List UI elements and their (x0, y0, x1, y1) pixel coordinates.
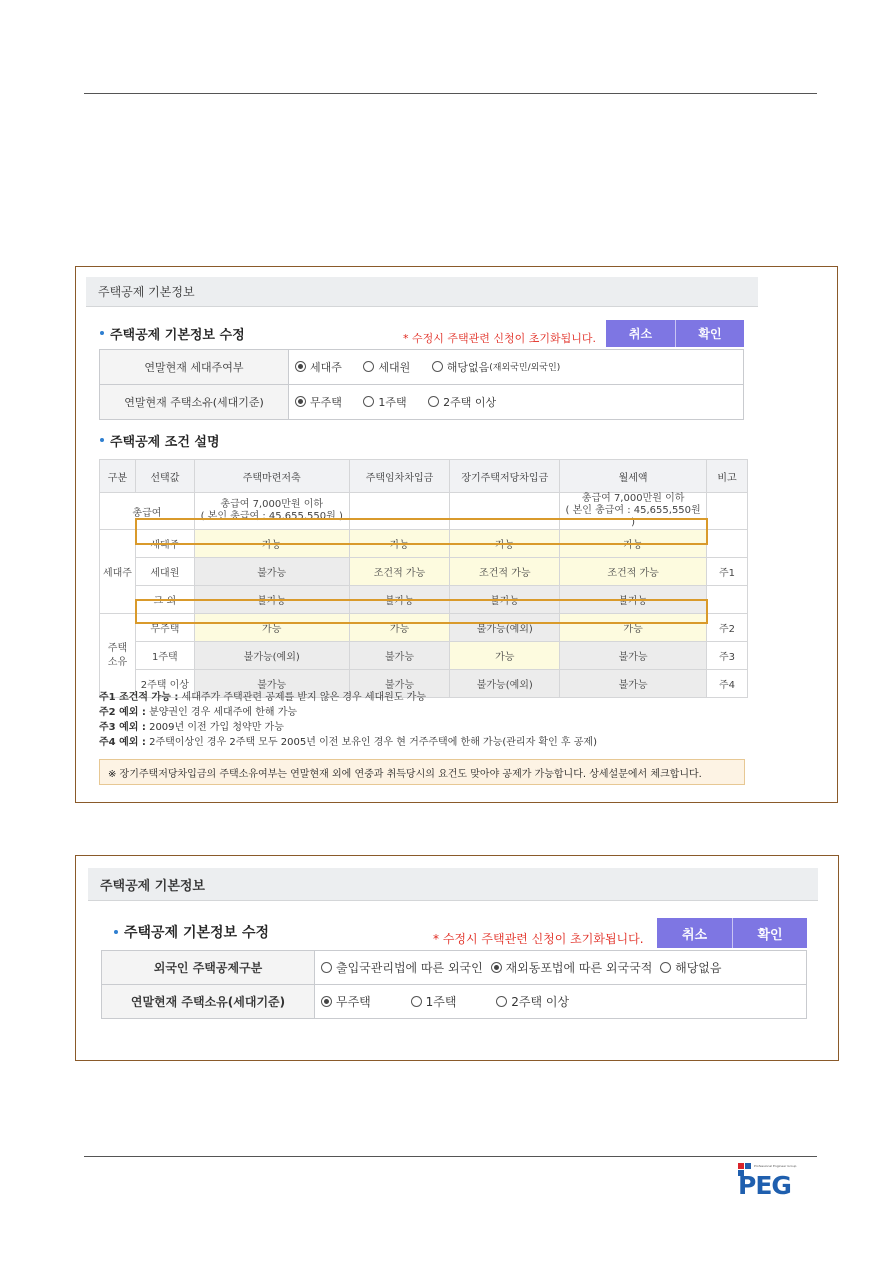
table-cell: 가능 (194, 614, 349, 642)
footnote-box: ※ 장기주택저당차입금의 주택소유여부는 연말현재 외에 연중과 취득당시의 요건도 맞아야 공제가 가능합니다. 상세설문에서 체크합니다. (99, 759, 745, 785)
sel-cell: 세대원 (135, 558, 194, 586)
table-cell: 가능 (560, 614, 707, 642)
col-header: 구분 (100, 460, 136, 493)
peg-logo (736, 1162, 816, 1200)
table-cell: 불가능(예외) (450, 614, 560, 642)
reset-warning: * 수정시 주택관련 신청이 초기화됩니다. (433, 932, 644, 946)
section-header (86, 277, 758, 307)
condition-header-row (100, 460, 748, 493)
sel-cell: 2주택 이상 (135, 670, 194, 698)
note-line: 주3 예외 : 2009년 이전 가입 청약만 가능 (99, 722, 284, 733)
house-own-row (100, 385, 744, 420)
radio-empty-icon (660, 962, 671, 973)
table-row (100, 558, 748, 586)
householder-row (100, 350, 744, 385)
foreigner-options (315, 951, 807, 985)
section-title: 주택공제 기본정보 (98, 285, 195, 299)
bullet-icon (114, 930, 118, 934)
table-cell (706, 493, 747, 530)
radio-empty-icon (363, 361, 374, 372)
cancel-button[interactable]: 취소 (606, 320, 676, 347)
house-own-label: 연말현재 주택소유(세대기준) (100, 385, 289, 420)
radio-empty-icon (432, 361, 443, 372)
basic-info-table-2 (101, 950, 807, 1019)
table-cell: 불가능 (450, 586, 560, 614)
radio-checked-icon (321, 996, 332, 1007)
radio-two-house[interactable]: 2주택 이상 (496, 993, 569, 1010)
house-own-options (315, 985, 807, 1019)
house-own-options (289, 385, 744, 420)
logo-text: PEG (738, 1171, 791, 1200)
table-cell: 불가능(예외) (450, 670, 560, 698)
note-cell (706, 530, 747, 558)
note-line: 주2 예외 : 분양권인 경우 세대주에 한해 가능 (99, 707, 298, 718)
table-cell: 불가능 (560, 670, 707, 698)
radio-empty-icon (496, 996, 507, 1007)
table-cell: 가능 (349, 530, 450, 558)
note-cell (706, 586, 747, 614)
note-cell: 주2 (706, 614, 747, 642)
table-cell: 불가능 (349, 642, 450, 670)
table-cell (450, 493, 560, 530)
edit-title: 주택공제 기본정보 수정 (100, 323, 245, 343)
note-line: 주1 조건적 가능 : 세대주가 주택관련 공제를 받지 않은 경우 세대원도 가능 (99, 692, 426, 703)
radio-no-house[interactable]: 무주택 (295, 394, 342, 410)
note-line: 주4 예외 : 2주택이상인 경우 2주택 모두 2005년 이전 보유인 경우 현 거주주택에 한해 가능(관리자 확인 후 공제) (99, 737, 597, 748)
table-cell: 가능 (194, 530, 349, 558)
group-householder: 세대주 (100, 530, 136, 614)
edit-title: 주택공제 기본정보 수정 (114, 922, 269, 942)
table-cell: 가능 (450, 642, 560, 670)
notes (99, 690, 749, 750)
table-cell: 가능 (349, 614, 450, 642)
radio-no-house[interactable]: 무주택 (321, 993, 371, 1010)
cancel-button[interactable]: 취소 (657, 918, 733, 948)
foreigner-row (102, 951, 807, 985)
top-rule (84, 93, 817, 94)
confirm-button[interactable]: 확인 (733, 918, 807, 948)
bullet-icon (100, 331, 104, 335)
table-cell (349, 493, 450, 530)
note-cell: 주4 (706, 670, 747, 698)
condition-title: 주택공제 조건 설명 (100, 430, 220, 450)
panel-1 (75, 266, 838, 803)
table-row (100, 614, 748, 642)
table-cell: 불가능 (560, 586, 707, 614)
radio-householder[interactable]: 세대주 (295, 359, 342, 375)
col-header: 비고 (706, 460, 747, 493)
radio-empty-icon (411, 996, 422, 1007)
salary-saving-cell: 총급여 7,000만원 이하 ( 본인 총급여 : 45,655,550원 ) (194, 493, 349, 530)
condition-table (99, 459, 748, 698)
note-cell: 주1 (706, 558, 747, 586)
table-cell: 불가능 (194, 670, 349, 698)
foreigner-label: 외국인 주택공제구분 (102, 951, 315, 985)
table-cell: 가능 (560, 530, 707, 558)
table-cell: 조건적 가능 (349, 558, 450, 586)
note-cell: 주3 (706, 642, 747, 670)
table-cell: 불가능 (194, 558, 349, 586)
section-header (88, 868, 818, 901)
reset-warning: * 수정시 주택관련 신청이 초기화됩니다. (403, 332, 596, 345)
salary-label: 총급여 (100, 493, 195, 530)
confirm-button[interactable]: 확인 (676, 320, 744, 347)
radio-one-house[interactable]: 1주택 (363, 394, 406, 410)
radio-two-house[interactable]: 2주택 이상 (428, 394, 496, 410)
radio-empty-icon (363, 396, 374, 407)
table-row (100, 642, 748, 670)
radio-one-house[interactable]: 1주택 (411, 993, 457, 1010)
table-cell: 조건적 가능 (450, 558, 560, 586)
bottom-rule (84, 1156, 817, 1157)
table-row (100, 530, 748, 558)
basic-info-table (99, 349, 744, 420)
col-header: 월세액 (560, 460, 707, 493)
panel-2 (75, 855, 839, 1061)
table-cell: 가능 (450, 530, 560, 558)
table-cell: 불가능 (560, 642, 707, 670)
radio-immigration[interactable]: 출입국관리법에 따른 외국인 (321, 959, 483, 976)
radio-empty-icon (428, 396, 439, 407)
radio-member[interactable]: 세대원 (363, 359, 410, 375)
col-header: 주택마련저축 (194, 460, 349, 493)
table-cell: 불가능(예외) (194, 642, 349, 670)
col-header: 선택값 (135, 460, 194, 493)
radio-none[interactable]: 해당없음 (660, 959, 721, 976)
radio-overseas-korean[interactable]: 재외동포법에 따른 외국국적 (491, 959, 653, 976)
logo-tagline: Professional Engineer Group (754, 1164, 797, 1168)
sel-cell: 1주택 (135, 642, 194, 670)
radio-none[interactable]: 해당없음 (재외국민/외국인) (432, 359, 560, 375)
householder-label: 연말현재 세대주여부 (100, 350, 289, 385)
radio-checked-icon (491, 962, 502, 973)
col-header: 주택임차차입금 (349, 460, 450, 493)
table-cell: 불가능 (194, 586, 349, 614)
table-row (100, 586, 748, 614)
house-own-label: 연말현재 주택소유(세대기준) (102, 985, 315, 1019)
radio-checked-icon (295, 396, 306, 407)
col-header: 장기주택저당차입금 (450, 460, 560, 493)
salary-row (100, 493, 748, 530)
bullet-icon (100, 438, 104, 442)
section-title: 주택공제 기본정보 (100, 878, 205, 894)
table-cell: 불가능 (349, 586, 450, 614)
table-cell: 불가능 (349, 670, 450, 698)
householder-options (289, 350, 744, 385)
sel-cell: 그 외 (135, 586, 194, 614)
group-house-own: 주택 소유 (100, 614, 136, 698)
house-own-row (102, 985, 807, 1019)
radio-empty-icon (321, 962, 332, 973)
sel-cell: 세대주 (135, 530, 194, 558)
sel-cell: 무주택 (135, 614, 194, 642)
salary-rent-cell: 총급여 7,000만원 이하 ( 본인 총급여 : 45,655,550원 ) (560, 493, 707, 530)
radio-checked-icon (295, 361, 306, 372)
table-cell: 조건적 가능 (560, 558, 707, 586)
